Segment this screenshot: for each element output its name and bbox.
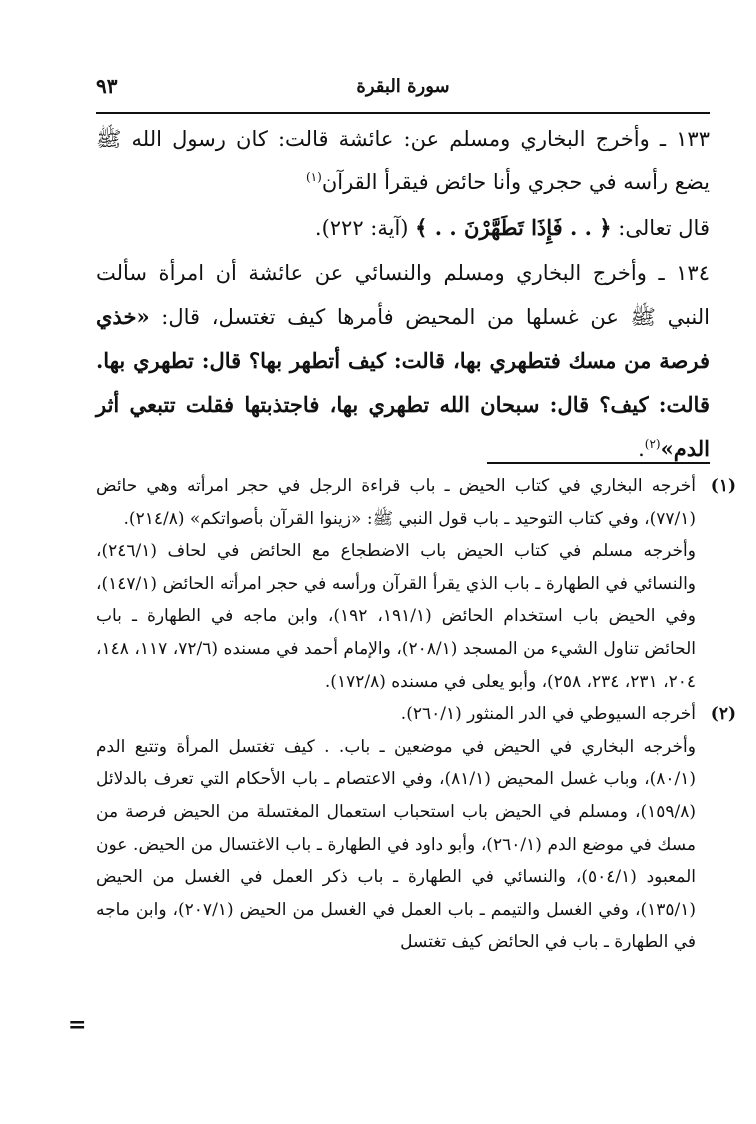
hadith-133-text: ١٣٣ ـ وأخرج البخاري ومسلم عن: عائشة قالت: كان رسول الله ﷺ يضع رأسه في حجري وأنا حائض فيقرأ القرآن: [96, 127, 710, 194]
quran-verse-line: [96, 206, 710, 250]
verse-intro: قال تعالى:: [611, 216, 710, 240]
hadith-133: [96, 118, 710, 204]
continuation-mark: =: [68, 1012, 87, 1038]
page-number: ٩٣: [96, 74, 118, 98]
footnote-2-paragraph-1: أخرجه السيوطي في الدر المنثور (٢٦٠/١).: [400, 704, 696, 725]
footnote-ref-2: (٢): [644, 437, 661, 451]
footnote-divider: [487, 462, 710, 464]
footnote-1-number: (١): [710, 476, 736, 496]
hadith-134-quote: «خذي فرصة من مسك فتطهري بها، قالت: كيف أتطهر بها؟ قال: تطهري بها. قالت: كيف؟ قال: سبحان الله تطهري بها، فاجتذبتها فقلت تتبعي أثر الدم»: [96, 304, 710, 461]
footnote-2-paragraph-2: وأخرجه البخاري في الحيض في موضعين ـ باب. . كيف تغتسل المرأة وتتبع الدم (٨٠/١)، وباب غسل المحيض (٨١/١)، وفي الاعتصام ـ باب الأحكام التي تعرف بالدلائل (١٥٩/٨)، ومسلم في الحيض باب استحباب استعمال المغتسلة من الحيض فرصة من مسك في موضع الدم (٢٦٠/١)، وأبو داود في الطهارة ـ باب الاغتسال من الحيض. عون المعبود (٥٠٤/١)، والنسائي في الطهارة ـ باب ذكر العمل في الغسل من الحيض (١٣٥/١)، وفي الغسل والتيمم ـ باب العمل في الغسل من الحيض (٢٠٧/١)، وابن ماجه في الطهارة ـ باب في الحائض كيف تغتسل: [96, 736, 697, 953]
page-header: [96, 62, 710, 114]
hadith-134-text: ١٣٤ ـ وأخرج البخاري ومسلم والنسائي عن عائشة أن امرأة سألت النبي ﷺ عن غسلها من المحيض فأمرها كيف تغتسل، قال:: [96, 261, 710, 329]
quran-verse: ﴿ . . فَإِذَا تَطَهَّرْنَ . . ﴾: [415, 215, 612, 240]
hadith-134-end: .: [638, 437, 645, 461]
surah-title: سورة البقرة: [356, 76, 450, 97]
footnote-1-paragraph-2: وأخرجه مسلم في كتاب الحيض باب الاضطجاع مع الحائض في لحاف (٢٤٦/١)، والنسائي في الطهارة ـ باب الذي يقرأ القرآن ورأسه في حجر امرأته الحائض (١٤٧/١)، وفي الحيض باب استخدام الحائض (١٩١/١، ١٩٢)، وابن ماجه في الطهارة ـ باب الحائض تناول الشيء من المسجد (٢٠٨/١)، والإمام أحمد في مسنده (٧٢/٦، ١١٧، ١٤٨، ٢٠٤، ٢٣١، ٢٣٤، ٢٥٨)، وأبو يعلى في مسنده (١٧٢/٨).: [96, 541, 697, 692]
footnote-1-paragraph-1: أخرجه البخاري في كتاب الحيض ـ باب قراءة الرجل في حجر امرأته وهي حائض (٧٧/١)، وفي كتاب التوحيد ـ باب قول النبي ﷺ: «زينوا القرآن بأصواتكم» (٢١٤/٨).: [96, 476, 696, 529]
footnote-ref-1: (١): [305, 170, 322, 184]
footnote-2-number: (٢): [710, 704, 736, 725]
footnote-1: [96, 470, 736, 698]
footnote-2: [96, 698, 736, 959]
main-text: [96, 118, 710, 471]
verse-reference: (آية: ٢٢٢).: [314, 216, 416, 240]
footnotes: [96, 470, 736, 959]
hadith-134: [96, 252, 710, 471]
